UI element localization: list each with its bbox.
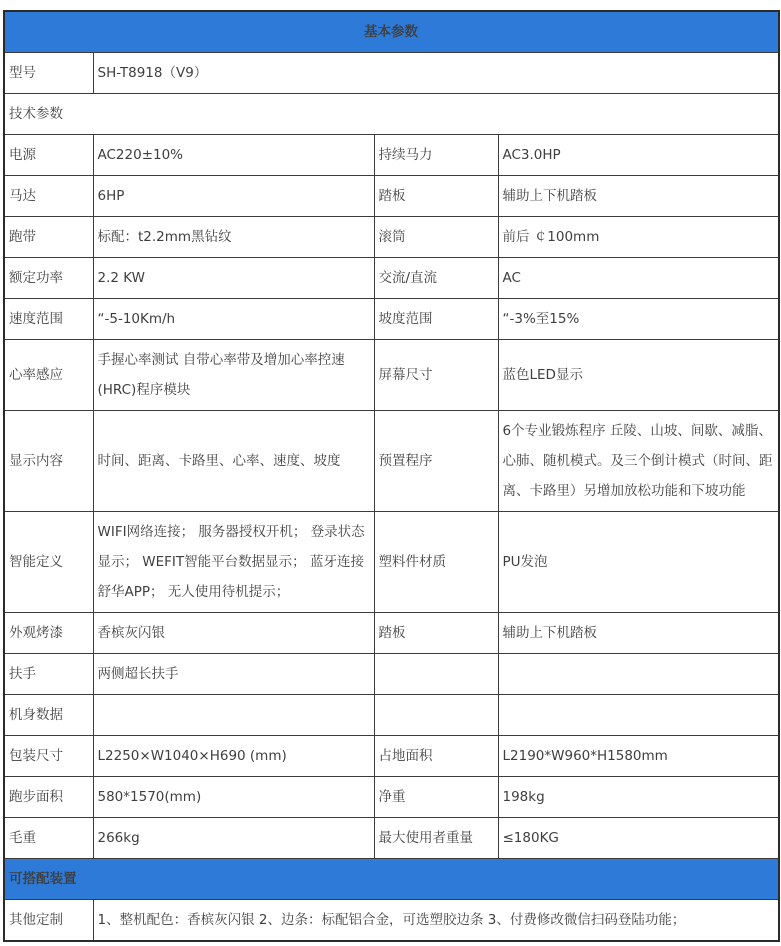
spec-label: 心率感应 [4, 340, 93, 411]
spec-label: 电源 [4, 135, 93, 176]
spec-label: 屏幕尺寸 [374, 340, 498, 411]
spec-value: “-3%至15% [498, 299, 779, 340]
spec-label: 扶手 [4, 654, 93, 695]
table-row [4, 53, 779, 94]
table-row [4, 613, 779, 654]
table-row [4, 217, 779, 258]
spec-label: 踏板 [374, 176, 498, 217]
spec-value: 时间、距离、卡路里、心率、速度、坡度 [93, 411, 374, 512]
table-row [4, 11, 779, 53]
spec-label: 预置程序 [374, 411, 498, 512]
table-row [4, 736, 779, 777]
table-row [4, 411, 779, 512]
spec-label: 交流/直流 [374, 258, 498, 299]
spec-label: 踏板 [374, 613, 498, 654]
spec-value: SH-T8918（V9） [93, 53, 779, 94]
spec-label: 马达 [4, 176, 93, 217]
spec-label: 毛重 [4, 818, 93, 859]
spec-label: 机身数据 [4, 695, 93, 736]
spec-value: AC220±10% [93, 135, 374, 176]
spec-value: 蓝色LED显示 [498, 340, 779, 411]
spec-value [498, 654, 779, 695]
spec-value: AC [498, 258, 779, 299]
spec-label [374, 654, 498, 695]
spec-label: 坡度范围 [374, 299, 498, 340]
table-row [4, 340, 779, 411]
spec-value: 前后 ￠100mm [498, 217, 779, 258]
section-header-basic-params: 基本参数 [4, 11, 779, 53]
spec-value: 1、整机配色：香槟灰闪银 2、边条：标配铝合金，可选塑胶边条 3、付费修改微信扫码登陆功能； [93, 900, 779, 942]
table-row [4, 135, 779, 176]
spec-value [498, 695, 779, 736]
spec-value: 198kg [498, 777, 779, 818]
spec-value: 2.2 KW [93, 258, 374, 299]
spec-value: 标配：t2.2mm黑钻纹 [93, 217, 374, 258]
spec-label: 型号 [4, 53, 93, 94]
table-row [4, 176, 779, 217]
table-row [4, 900, 779, 942]
spec-value: 辅助上下机踏板 [498, 176, 779, 217]
table-row [4, 695, 779, 736]
table-row [4, 94, 779, 135]
table-row [4, 654, 779, 695]
spec-label: 速度范围 [4, 299, 93, 340]
tech-params-subheader: 技术参数 [4, 94, 779, 135]
table-row [4, 777, 779, 818]
spec-value: 两侧超长扶手 [93, 654, 374, 695]
spec-label: 跑步面积 [4, 777, 93, 818]
spec-value: 266kg [93, 818, 374, 859]
spec-value: AC3.0HP [498, 135, 779, 176]
spec-value [93, 695, 374, 736]
spec-value: ≤180KG [498, 818, 779, 859]
table-row [4, 859, 779, 900]
spec-label: 跑带 [4, 217, 93, 258]
spec-value: 580*1570(mm) [93, 777, 374, 818]
spec-value: PU发泡 [498, 512, 779, 613]
spec-value: 6个专业锻炼程序 丘陵、山坡、间歇、减脂、心肺、随机模式。及三个倒计模式（时间、距离、卡路里）另增加放松功能和下坡功能 [498, 411, 779, 512]
spec-table [3, 10, 780, 942]
spec-label: 显示内容 [4, 411, 93, 512]
spec-value: L2190*W960*H1580mm [498, 736, 779, 777]
spec-label: 塑料件材质 [374, 512, 498, 613]
spec-value: WIFI网络连接； 服务器授权开机； 登录状态显示； WEFIT智能平台数据显示； 蓝牙连接舒华APP； 无人使用待机提示； [93, 512, 374, 613]
spec-label: 外观烤漆 [4, 613, 93, 654]
spec-label [374, 695, 498, 736]
spec-value: 手握心率测试 自带心率带及增加心率控速(HRC)程序模块 [93, 340, 374, 411]
spec-label: 最大使用者重量 [374, 818, 498, 859]
spec-label: 净重 [374, 777, 498, 818]
spec-label: 占地面积 [374, 736, 498, 777]
spec-value: 香槟灰闪银 [93, 613, 374, 654]
spec-label: 额定功率 [4, 258, 93, 299]
spec-value: L2250×W1040×H690 (mm) [93, 736, 374, 777]
spec-label: 智能定义 [4, 512, 93, 613]
spec-value: 6HP [93, 176, 374, 217]
spec-label: 包装尺寸 [4, 736, 93, 777]
spec-value: 辅助上下机踏板 [498, 613, 779, 654]
spec-value: “-5-10Km/h [93, 299, 374, 340]
table-row [4, 258, 779, 299]
spec-label: 滚筒 [374, 217, 498, 258]
spec-label: 持续马力 [374, 135, 498, 176]
table-row [4, 818, 779, 859]
section-header-addons: 可搭配装置 [4, 859, 779, 900]
spec-label: 其他定制 [4, 900, 93, 942]
table-row [4, 512, 779, 613]
table-row [4, 299, 779, 340]
